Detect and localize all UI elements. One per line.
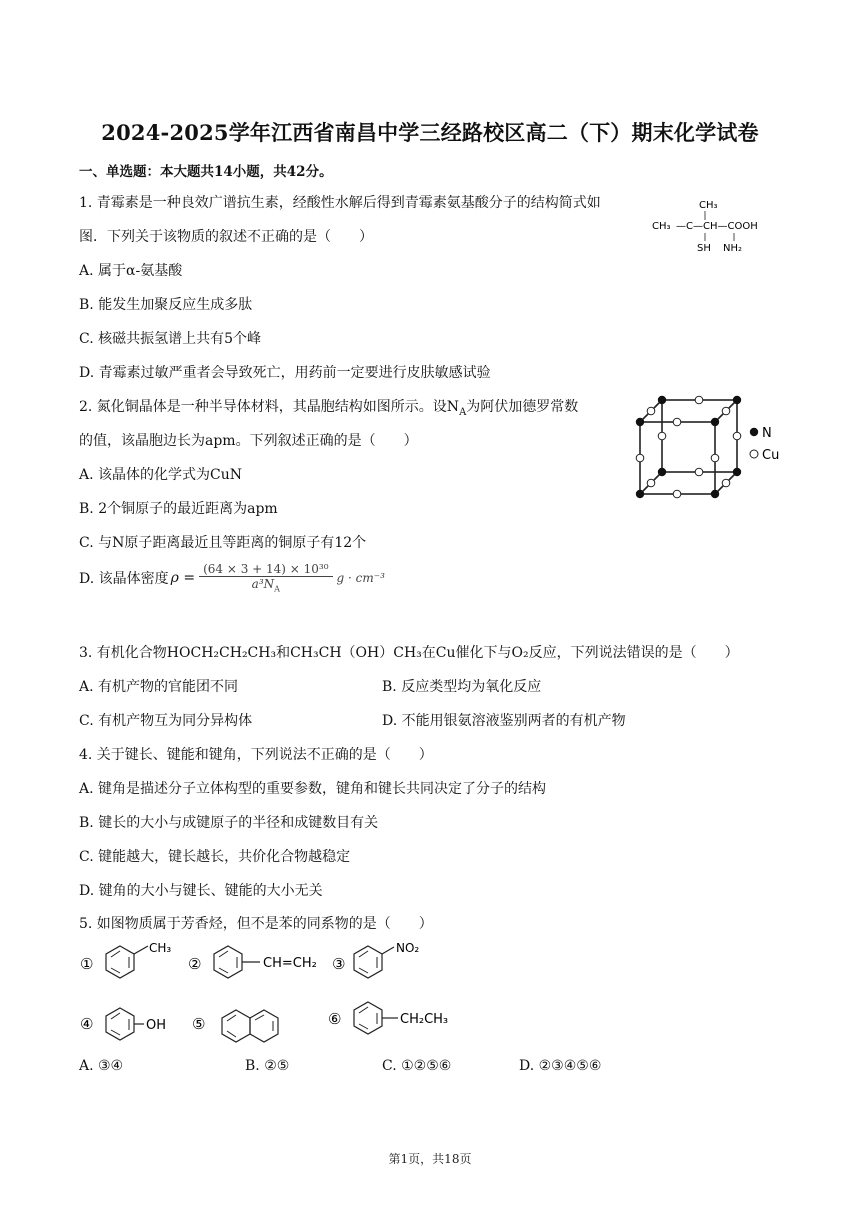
q2-formula-lhs: ρ =	[170, 569, 196, 586]
q2-option-b: B. 2个铜原子的最近距离为apm	[79, 501, 278, 517]
q5-label-2: ②	[188, 955, 202, 973]
q5-label-5: ⑤	[192, 1015, 206, 1033]
q2-stem-line2: 的值，该晶胞边长为apm。下列叙述正确的是（ ）	[79, 433, 418, 449]
page-footer: 第1页，共18页	[388, 1152, 472, 1166]
cu-atom	[658, 432, 666, 440]
q1-struct-sh: SH	[697, 243, 711, 254]
q1-struct-left: CH₃	[652, 221, 671, 232]
q5-option-c: C. ①②⑤⑥	[382, 1058, 452, 1074]
q3-option-c: C. 有机产物互为同分异构体	[79, 713, 253, 729]
n-atom	[733, 468, 741, 476]
q2-formula-fraction	[199, 562, 332, 593]
q5-sub-2: CH=CH₂	[263, 956, 317, 971]
q5-sub-6: CH₂CH₃	[400, 1012, 449, 1027]
q1-structure-figure	[650, 196, 790, 258]
q4-option-d: D. 键角的大小与键长、键能的大小无关	[79, 883, 323, 899]
q4-stem: 4. 关于键长、键能和键角，下列说法不正确的是（ ）	[79, 747, 433, 763]
cu-atom	[711, 454, 719, 462]
q2-formula-den-sub: A	[274, 584, 280, 594]
legend-cu-label: Cu	[762, 448, 780, 463]
legend-n-marker	[750, 428, 758, 436]
q4-option-c: C. 键能越大，键长越长，共价化合物越稳定	[79, 849, 351, 865]
q5-structures-figure	[76, 938, 476, 1050]
n-atom	[636, 490, 644, 498]
q2-stem-sub: A	[459, 406, 467, 418]
q1-struct-nh2: NH₂	[723, 243, 743, 254]
cu-atom	[636, 454, 644, 462]
cu-atom	[722, 479, 730, 487]
q1-struct-middle: —C—CH—COOH	[676, 221, 758, 232]
cu-atom	[647, 479, 655, 487]
n-atom	[658, 396, 666, 404]
benzene-ring-1	[106, 946, 134, 978]
n-atom	[733, 396, 741, 404]
naphthalene-structure	[222, 1010, 278, 1042]
cu-atom	[695, 468, 703, 476]
q2-option-d	[79, 562, 385, 593]
cu-atom	[647, 407, 655, 415]
q2-stem-line1	[79, 396, 578, 418]
q2-crystal-cell-figure	[630, 392, 790, 504]
q3-option-a: A. 有机产物的官能团不同	[79, 679, 239, 695]
q5-option-a: A. ③④	[79, 1058, 124, 1074]
benzene-ring-2	[214, 946, 242, 978]
cu-atom	[673, 490, 681, 498]
q3-stem: 3. 有机化合物HOCH₂CH₂CH₃和CH₃CH（OH）CH₃在Cu催化下与O₂反应，下列说法错误的是（ ）	[79, 645, 739, 661]
q2-option-c: C. 与N原子距离最近且等距离的铜原子有12个	[79, 535, 367, 551]
n-atom	[711, 418, 719, 426]
q1-option-d: D. 青霉素过敏严重者会导致死亡，用药前一定要进行皮肤敏感试验	[79, 365, 491, 381]
q5-option-b: B. ②⑤	[245, 1058, 290, 1074]
legend-cu-marker	[750, 450, 758, 458]
q5-label-1: ①	[80, 955, 94, 973]
q2-formula-unit: g · cm⁻³	[336, 570, 385, 585]
q5-label-3: ③	[332, 955, 346, 973]
q5-sub-1: CH₃	[149, 941, 172, 955]
q2-formula-den-main: a³N	[251, 577, 275, 591]
q2-stem-line1b: 为阿伏加德罗常数	[466, 399, 579, 415]
q5-sub-4: OH	[146, 1018, 167, 1033]
q5-label-4: ④	[80, 1015, 94, 1033]
q4-option-a: A. 键角是描述分子立体构型的重要参数，键角和键长共同决定了分子的结构	[79, 781, 547, 797]
q1-stem-line2: 图．下列关于该物质的叙述不正确的是（ ）	[79, 229, 373, 245]
q2-formula-numerator: (64 × 3 + 14) × 10³⁰	[203, 562, 329, 576]
n-atom	[658, 468, 666, 476]
q1-option-a: A. 属于α-氨基酸	[79, 263, 183, 279]
benzene-ring-3	[354, 946, 382, 978]
q1-stem-line1: 1. 青霉素是一种良效广谱抗生素，经酸性水解后得到青霉素氨基酸分子的结构简式如	[79, 195, 601, 211]
q5-label-6: ⑥	[328, 1010, 342, 1028]
cu-atom	[695, 396, 703, 404]
benzene-ring-6	[354, 1002, 382, 1034]
n-atom	[711, 490, 719, 498]
q4-option-b: B. 键长的大小与成键原子的半径和成键数目有关	[79, 815, 379, 831]
q2-option-a: A. 该晶体的化学式为CuN	[79, 467, 242, 483]
cu-atom	[733, 432, 741, 440]
q2-formula-denominator	[252, 577, 280, 593]
q1-struct-top: CH₃	[699, 200, 718, 211]
page-title: 2024-2025学年江西省南昌中学三经路校区高二（下）期末化学试卷	[101, 120, 759, 145]
q1-option-b: B. 能发生加聚反应生成多肽	[79, 297, 253, 313]
benzene-ring-4	[106, 1008, 134, 1040]
q2-stem-line1a: 2. 氮化铜晶体是一种半导体材料，其晶胞结构如图所示。设N	[79, 399, 460, 415]
section-heading: 一、单选题：本大题共14小题，共42分。	[79, 164, 333, 180]
cu-atom	[722, 407, 730, 415]
q3-option-d: D. 不能用银氨溶液鉴别两者的有机产物	[382, 713, 626, 729]
cu-atom	[673, 418, 681, 426]
q5-sub-3: NO₂	[396, 941, 420, 955]
legend-n-label: N	[762, 426, 772, 441]
q2-option-d-prefix: D. 该晶体密度	[79, 570, 169, 587]
q3-option-b: B. 反应类型均为氧化反应	[382, 679, 542, 695]
q5-stem: 5. 如图物质属于芳香烃，但不是苯的同系物的是（ ）	[79, 916, 433, 932]
n-atom	[636, 418, 644, 426]
q1-option-c: C. 核磁共振氢谱上共有5个峰	[79, 331, 262, 347]
q5-option-d: D. ②③④⑤⑥	[519, 1058, 602, 1074]
